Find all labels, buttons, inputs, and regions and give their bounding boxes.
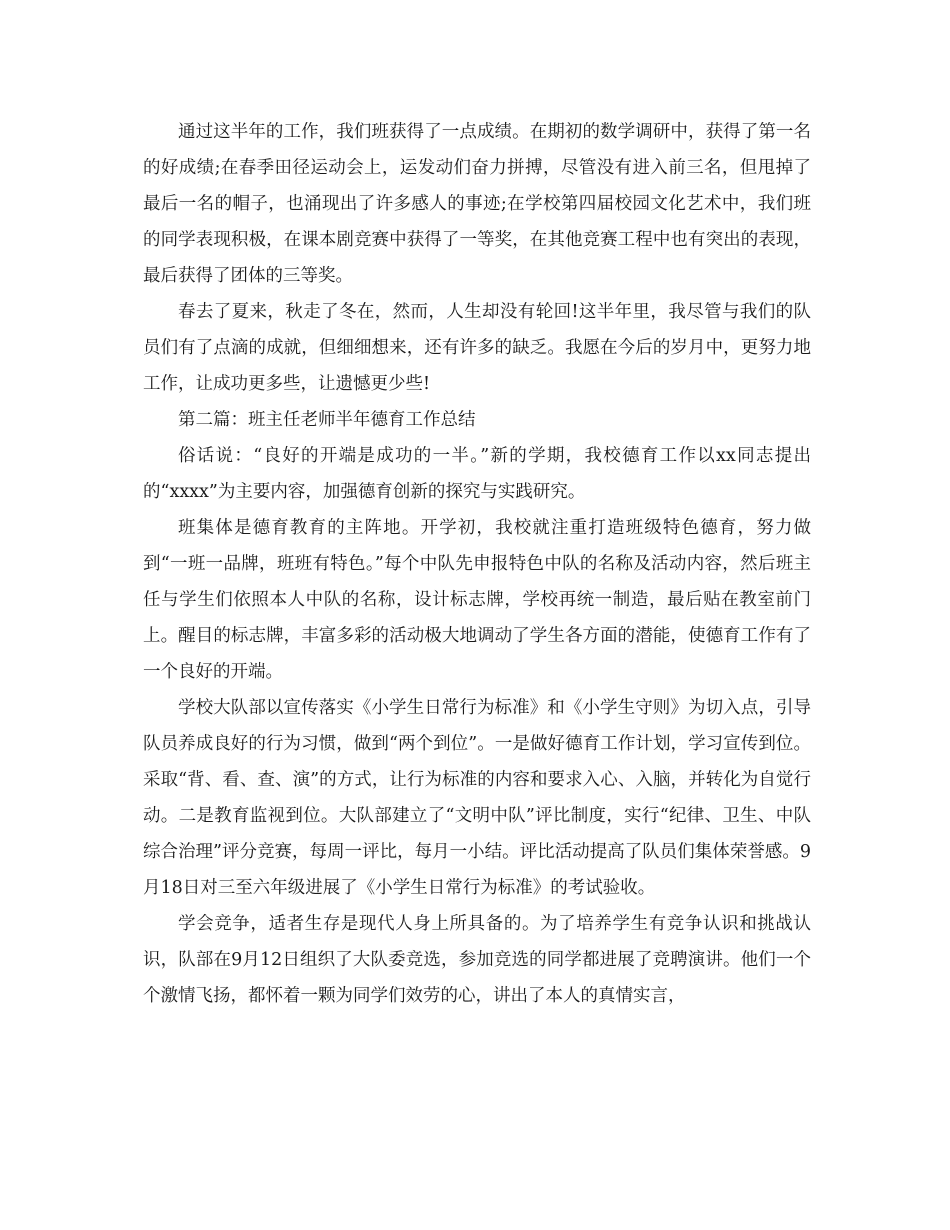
paragraph-3: 俗话说：“良好的开端是成功的一半。”新的学期，我校德育工作以xx同志提出的“xxxx”为主要内容，加强德育创新的探究与实践研究。 <box>143 446 811 502</box>
paragraph-5: 学校大队部以宣传落实《小学生日常行为标准》和《小学生守则》为切入点，引导队员养成良好的行为习惯，做到“两个到位”。一是做好德育工作计划，学习宣传到位。采取“背、看、查、演”的方式，让行为标准的内容和要求入心、入脑，并转化为自觉行动。二是教育监视到位。大队部建立了“文明中队”评比制度，实行“纪律、卫生、中队综合治理”评分竞赛，每周一评比，每月一小结。评比活动提高了队员们集体荣誉感。9月18日对三至六年级进展了《小学生日常行为标准》的考试验收。 <box>143 698 811 898</box>
paragraph-1: 通过这半年的工作，我们班获得了一点成绩。在期初的数学调研中，获得了第一名的好成绩;在春季田径运动会上，运发动们奋力拼搏，尽管没有进入前三名，但甩掉了最后一名的帽子，也涌现出了许多感人的事迹;在学校第四届校园文化艺术中，我们班的同学表现积极，在课本剧竞赛中获得了一等奖，在其他竞赛工程中也有突出的表现，最后获得了团体的三等奖。 <box>143 122 811 286</box>
section-heading: 第二篇：班主任老师半年德育工作总结 <box>178 410 476 430</box>
paragraph-4: 班集体是德育教育的主阵地。开学初，我校就注重打造班级特色德育，努力做到“一班一品牌，班班有特色。”每个中队先申报特色中队的名称及活动内容，然后班主任与学生们依照本人中队的名称，设计标志牌，学校再统一制造，最后贴在教室前门上。醒目的标志牌，丰富多彩的活动极大地调动了学生各方面的潜能，使德育工作有了一个良好的开端。 <box>143 518 811 682</box>
paragraph-6: 学会竞争，适者生存是现代人身上所具备的。为了培养学生有竞争认识和挑战认识，队部在9月12日组织了大队委竞选，参加竞选的同学都进展了竞聘演讲。他们一个个激情飞扬，都怀着一颗为同学们效劳的心，讲出了本人的真情实言， <box>143 914 811 1006</box>
document-body <box>143 114 811 1014</box>
paragraph-2: 春去了夏来，秋走了冬在，然而，人生却没有轮回!这半年里，我尽管与我们的队员们有了点滴的成就，但细细想来，还有许多的缺乏。我愿在今后的岁月中，更努力地工作，让成功更多些，让遗憾更少些! <box>143 302 811 394</box>
